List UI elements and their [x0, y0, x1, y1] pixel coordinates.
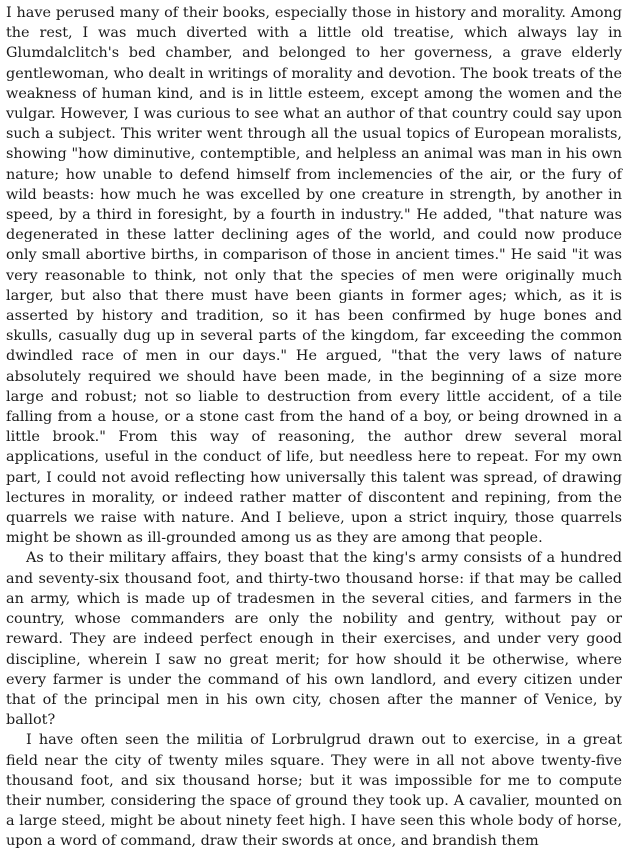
- paragraph-militia-lorbrulgrud: I have often seen the militia of Lorbrulgrud drawn out to exercise, in a great field near the city of twenty miles square. They were in all not above twenty-five thousand foot, and six thousand horse; but it was impossible for me to compute their number, considering the space of ground they took up. A cavalier, mounted on a large steed, might be about ninety feet high. I have seen this whole body of horse, upon a word of command, draw their swords at once, and brandish them: [6, 732, 622, 850]
- paragraph-military-affairs: As to their military affairs, they boast that the king's army consists of a hundred and seventy-six thousand foot, and thirty-two thousand horse: if that may be called an army, which is made up of tradesmen in the several cities, and farmers in the country, whose commanders are only the nobility and gentry, without pay or reward. They are indeed perfect enough in their exercises, and under very good discipline, wherein I saw no great merit; for how should it be otherwise, where every farmer is under the command of his own landlord, and every citizen under that of the principal men in his own city, chosen after the manner of Venice, by ballot?: [6, 550, 622, 729]
- paragraph-morality-treatise: I have perused many of their books, especially those in history and morality. Among the rest, I was much diverted with a little old treatise, which always lay in Glumdalclitch's bed chamber, and belonged to her governess, a grave elderly gentlewoman, who dealt in writings of morality and devotion. The book treats of the weakness of human kind, and is in little esteem, except among the women and the vulgar. However, I was curious to see what an author of that country could say upon such a subject. This writer went through all the usual topics of European moralists, showing "how diminutive, contemptible, and helpless an animal was man in his own nature; how unable to defend himself from inclemencies of the air, or the fury of wild beasts: how much he was excelled by one creature in strength, by another in speed, by a third in foresight, by a fourth in industry." He added, "that nature was degenerated in these latter declining ages of the world, and could now produce only small abortive births, in comparison of those in ancient times." He said "it was very reasonable to think, not only that the species of men were originally much larger, but also that there must have been giants in former ages; which, as it is asserted by history and tradition, so it has been confirmed by huge bones and skulls, casually dug up in several parts of the kingdom, far exceeding the common dwindled race of men in our days." He argued, "that the very laws of nature absolutely required we should have been made, in the beginning of a size more large and robust; not so liable to destruction from every little accident, of a tile falling from a house, or a stone cast from the hand of a boy, or being drowned in a little brook." From this way of reasoning, the author drew several moral applications, useful in the conduct of life, but needless here to repeat. For my own part, I could not avoid reflecting how universally this talent was spread, of drawing lectures in morality, or indeed rather matter of discontent and repining, from the quarrels we raise with nature. And I believe, upon a strict inquiry, those quarrels might be shown as ill-grounded among us as they are among that people.: [6, 5, 622, 547]
